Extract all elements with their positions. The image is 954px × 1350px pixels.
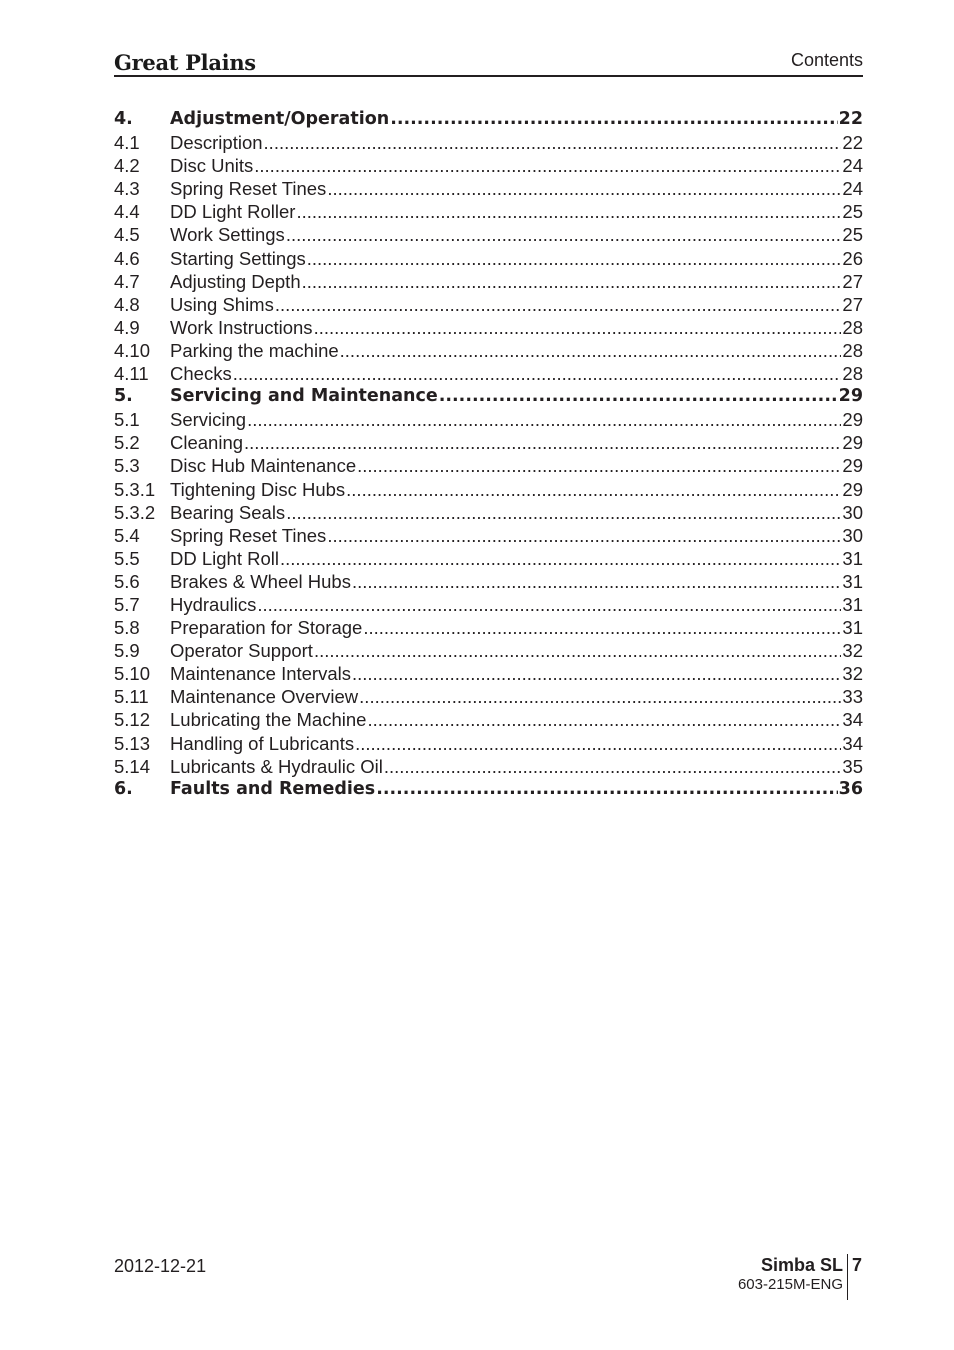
toc-title-wrap [170, 339, 842, 362]
toc-title-wrap [170, 316, 842, 339]
toc-number: 4.9 [114, 316, 140, 338]
toc-row[interactable] [114, 547, 863, 570]
toc-page-number: 25 [842, 201, 863, 223]
toc-title-wrap [170, 431, 842, 454]
page-header [114, 48, 863, 77]
toc-row[interactable] [114, 316, 863, 339]
toc-title: Spring Reset Tines [170, 524, 327, 546]
toc-page-number: 32 [842, 663, 863, 685]
toc-row[interactable] [114, 616, 863, 639]
toc-row[interactable] [114, 639, 863, 662]
toc-number: 6. [114, 778, 133, 799]
toc-title: Checks [170, 363, 232, 385]
toc-dot-leader [286, 501, 841, 524]
toc-row[interactable] [114, 247, 863, 270]
toc-dot-leader [340, 339, 842, 362]
toc-title-wrap [170, 501, 842, 524]
toc-dot-leader [367, 708, 841, 731]
toc-dot-leader [376, 778, 837, 801]
toc-title-wrap [170, 547, 842, 570]
toc-page-number: 34 [842, 709, 863, 731]
toc-title: Description [170, 132, 263, 154]
toc-title: Cleaning [170, 432, 244, 454]
toc-title: Faults and Remedies [170, 778, 376, 799]
toc-row[interactable] [114, 755, 863, 778]
toc-dot-leader [390, 108, 837, 131]
toc-page-number: 34 [842, 732, 863, 754]
toc-title: Tightening Disc Hubs [170, 478, 346, 500]
toc-number: 5.11 [114, 686, 149, 708]
toc-row[interactable] [114, 662, 863, 685]
toc-dot-leader [307, 247, 842, 270]
toc-title-wrap [170, 454, 842, 477]
toc-row[interactable] [114, 708, 863, 731]
toc-number: 4.7 [114, 270, 140, 292]
toc-chapter-row[interactable] [114, 778, 863, 801]
toc-row[interactable] [114, 732, 863, 755]
toc-title: Preparation for Storage [170, 617, 363, 639]
toc-page-number: 29 [838, 386, 863, 407]
toc-chapter-row[interactable] [114, 108, 863, 131]
footer-date: 2012-12-21 [114, 1256, 207, 1276]
toc-title-wrap [170, 593, 842, 616]
toc-number: 5.3.2 [114, 501, 156, 523]
toc-title-wrap [170, 639, 842, 662]
toc-number: 4.2 [114, 155, 140, 177]
toc-title: Brakes & Wheel Hubs [170, 570, 351, 592]
toc-page-number: 35 [842, 755, 863, 777]
toc-title: Servicing [170, 409, 247, 431]
toc-dot-leader [384, 755, 842, 778]
toc-title: Disc Hub Maintenance [170, 455, 357, 477]
toc-number: 4.4 [114, 201, 140, 223]
toc-page-number: 28 [842, 316, 863, 338]
toc-page-number: 25 [842, 224, 863, 246]
toc-page-number: 31 [842, 547, 863, 569]
toc-title-wrap [170, 408, 842, 431]
toc-number: 5.1 [114, 409, 140, 431]
toc-title: Bearing Seals [170, 501, 286, 523]
toc-number: 4.1 [114, 132, 140, 154]
toc-number: 5.7 [114, 593, 140, 615]
toc-dot-leader [327, 177, 841, 200]
toc-page-number: 26 [842, 247, 863, 269]
toc-title-wrap [170, 478, 842, 501]
toc-title-wrap [170, 524, 842, 547]
toc-title-wrap [170, 616, 842, 639]
toc-dot-leader [275, 293, 842, 316]
toc-title: Disc Units [170, 155, 254, 177]
toc-row[interactable] [114, 223, 863, 246]
toc-title: Maintenance Intervals [170, 663, 351, 685]
toc-row[interactable] [114, 593, 863, 616]
toc-dot-leader [296, 200, 841, 223]
toc-title: Operator Support [170, 640, 313, 662]
toc-page-number: 31 [842, 593, 863, 615]
toc-row[interactable] [114, 154, 863, 177]
toc-dot-leader [357, 454, 841, 477]
toc-row[interactable] [114, 362, 863, 385]
toc-page-number: 33 [842, 686, 863, 708]
toc-dot-leader [280, 547, 841, 570]
toc-title-wrap [170, 570, 842, 593]
toc-number: 4.11 [114, 363, 149, 385]
toc-number: 5. [114, 386, 133, 407]
toc-number: 4.6 [114, 247, 140, 269]
toc-page-number: 29 [842, 432, 863, 454]
toc-title-wrap [170, 732, 842, 755]
toc-row[interactable] [114, 454, 863, 477]
toc-number: 5.14 [114, 755, 151, 777]
toc-chapter-row[interactable] [114, 385, 863, 408]
toc-dot-leader [355, 732, 841, 755]
toc-page-number: 24 [842, 178, 863, 200]
toc-dot-leader [359, 685, 841, 708]
toc-title: Lubricants & Hydraulic Oil [170, 755, 383, 777]
toc-title: Servicing and Maintenance [170, 386, 438, 407]
toc-title-wrap [170, 200, 842, 223]
toc-title: Spring Reset Tines [170, 178, 327, 200]
toc-row[interactable] [114, 293, 863, 316]
toc-title: Parking the machine [170, 339, 339, 361]
toc-title-wrap [170, 154, 842, 177]
toc-number: 4.3 [114, 178, 140, 200]
toc-number: 5.4 [114, 524, 140, 546]
toc-number: 5.3 [114, 455, 140, 477]
toc-dot-leader [254, 154, 841, 177]
toc-dot-leader [352, 662, 841, 685]
toc-dot-leader [264, 131, 842, 154]
toc-title: Hydraulics [170, 593, 257, 615]
toc-row[interactable] [114, 270, 863, 293]
toc-number: 5.2 [114, 432, 140, 454]
toc-number: 5.13 [114, 732, 151, 754]
brand-logo: Great Plains [114, 50, 256, 75]
footer-product-text [738, 1254, 848, 1300]
section-title: Contents [790, 50, 863, 70]
document-number: 603-215M-ENG [737, 1276, 843, 1293]
toc-page-number: 28 [842, 363, 863, 385]
toc-title: DD Light Roller [170, 201, 296, 223]
toc-title: Work Instructions [170, 316, 313, 338]
toc-dot-leader [327, 524, 841, 547]
toc-row[interactable] [114, 501, 863, 524]
toc-dot-leader [247, 408, 841, 431]
page-number: 7 [851, 1255, 862, 1275]
toc-title-wrap [170, 685, 842, 708]
toc-dot-leader [363, 616, 841, 639]
toc-number: 5.3.1 [114, 478, 156, 500]
toc-page-number: 28 [842, 339, 863, 361]
toc-dot-leader [302, 270, 842, 293]
toc-row[interactable] [114, 478, 863, 501]
toc-dot-leader [439, 385, 838, 408]
toc-title-wrap [170, 662, 842, 685]
toc-page-number: 29 [842, 455, 863, 477]
toc-title: Adjustment/Operation [170, 109, 390, 129]
toc-row[interactable] [114, 200, 863, 223]
footer-product-block [738, 1254, 862, 1300]
toc-page-number: 30 [842, 524, 863, 546]
toc-page-number: 27 [842, 270, 863, 292]
toc-number: 5.5 [114, 547, 140, 569]
toc-title-wrap [170, 131, 842, 154]
toc-title-wrap [170, 755, 842, 778]
toc-number: 5.12 [114, 709, 151, 731]
toc-row[interactable] [114, 177, 863, 200]
table-of-contents [114, 108, 863, 801]
toc-number: 4.5 [114, 224, 140, 246]
toc-number: 5.10 [114, 663, 151, 685]
toc-dot-leader [352, 570, 841, 593]
toc-title-wrap [170, 270, 842, 293]
toc-page-number: 29 [842, 478, 863, 500]
toc-title: Work Settings [170, 224, 285, 246]
toc-title: Starting Settings [170, 247, 306, 269]
toc-title: Maintenance Overview [170, 686, 359, 708]
toc-title: Adjusting Depth [170, 270, 301, 292]
toc-dot-leader [257, 593, 841, 616]
toc-page-number: 24 [842, 155, 863, 177]
toc-title-wrap [170, 177, 842, 200]
product-name: Simba SL [760, 1255, 843, 1275]
toc-number: 4. [114, 109, 133, 129]
toc-page-number: 30 [842, 501, 863, 523]
toc-row[interactable] [114, 408, 863, 431]
toc-title: Handling of Lubricants [170, 732, 355, 754]
toc-number: 5.6 [114, 570, 140, 592]
toc-dot-leader [314, 316, 842, 339]
toc-dot-leader [286, 223, 842, 246]
toc-title-wrap [170, 385, 839, 408]
toc-row[interactable] [114, 524, 863, 547]
toc-page-number: 31 [842, 617, 863, 639]
toc-number: 5.9 [114, 640, 140, 662]
toc-dot-leader [244, 431, 841, 454]
toc-title-wrap [170, 293, 842, 316]
toc-title: Using Shims [170, 293, 274, 315]
toc-page-number: 32 [842, 640, 863, 662]
toc-title-wrap [170, 708, 842, 731]
toc-number: 5.8 [114, 617, 140, 639]
toc-page-number: 22 [842, 132, 863, 154]
toc-dot-leader [233, 362, 842, 385]
toc-dot-leader [346, 478, 841, 501]
toc-number: 4.8 [114, 293, 140, 315]
toc-row[interactable] [114, 431, 863, 454]
toc-title-wrap [170, 108, 839, 131]
toc-title-wrap [170, 778, 839, 801]
toc-row[interactable] [114, 570, 863, 593]
toc-title-wrap [170, 247, 842, 270]
toc-row[interactable] [114, 339, 863, 362]
toc-page-number: 36 [838, 778, 863, 799]
toc-page-number: 22 [838, 109, 863, 129]
toc-title: Lubricating the Machine [170, 709, 367, 731]
toc-number: 4.10 [114, 339, 151, 361]
toc-title: DD Light Roll [170, 547, 279, 569]
toc-row[interactable] [114, 685, 863, 708]
toc-title-wrap [170, 362, 842, 385]
toc-page-number: 29 [842, 409, 863, 431]
toc-title-wrap [170, 223, 842, 246]
toc-page-number: 31 [842, 570, 863, 592]
toc-dot-leader [314, 639, 841, 662]
toc-page-number: 27 [842, 293, 863, 315]
toc-row[interactable] [114, 131, 863, 154]
